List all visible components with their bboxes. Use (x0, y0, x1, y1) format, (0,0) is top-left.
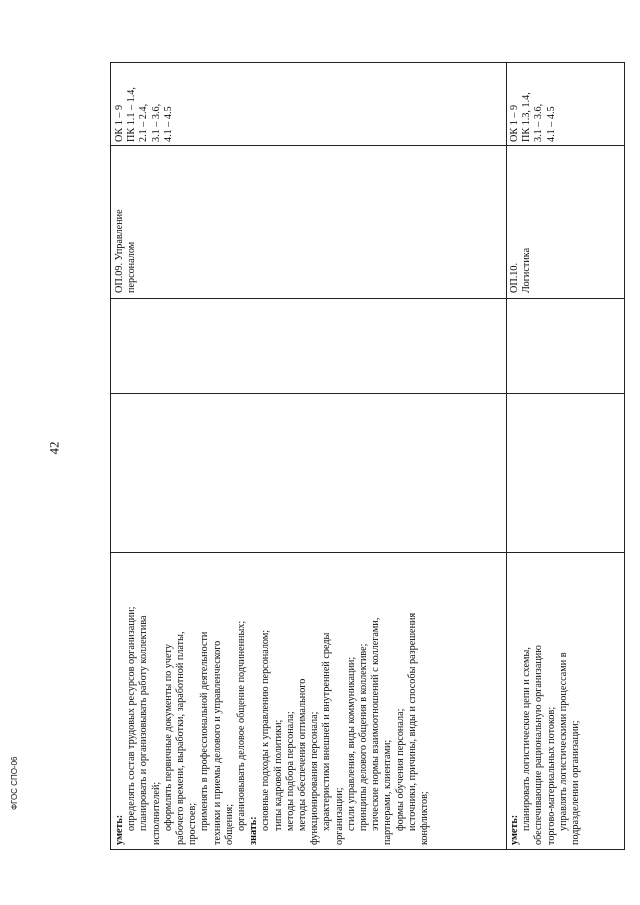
skill-line: обеспечивающие рациональную организацию (533, 645, 545, 845)
skill-line: оформлять первичные документы по учету (162, 644, 174, 831)
discipline-line: Логистика (521, 247, 533, 293)
row-divider (506, 63, 507, 849)
skill-line: конфликтов; (419, 791, 431, 845)
competence-cell (114, 62, 175, 142)
skills-cell (509, 555, 582, 845)
competence-line: ПК 1.3, 1.4, (521, 92, 533, 142)
skill-line: торгово-материальных потоков; (545, 706, 557, 845)
skill-line: исполнителей; (150, 781, 162, 845)
column-divider (111, 552, 624, 553)
footer-code: ФГОС СПО-06 (10, 756, 19, 810)
competence-line: 3.1 – 3.6, (150, 103, 162, 142)
skill-line: характеристики внешней и внутренней среды (321, 632, 333, 831)
skills-cell (114, 555, 431, 845)
skill-line: принципы делового общения в коллективе; (358, 643, 370, 831)
page-number: 42 (46, 441, 62, 455)
competence-line: 4.1 – 4.5 (545, 106, 557, 142)
skill-line: планировать и организовывать работу коллектива (138, 615, 150, 831)
skill-line: рабочего времени, выработки, заработной платы, (175, 631, 187, 845)
discipline-line: персоналом (126, 241, 138, 293)
discipline-line: ОП.09. Управление (114, 209, 125, 293)
skill-line: организации; (333, 787, 345, 845)
skill-line: простоев; (187, 802, 199, 845)
skill-line: этические нормы взаимоотношений с коллегами, (370, 617, 382, 831)
competence-cell (509, 62, 558, 142)
section-heading: уметь: (114, 814, 125, 845)
skill-line: типы кадровой политики; (272, 719, 284, 831)
competence-line: ПК 1.1 – 1.4, (126, 87, 138, 142)
curriculum-table (110, 62, 625, 850)
skill-line: формы обучения персонала; (394, 708, 406, 831)
skill-line: источники, причины, виды и способы разрешения (406, 612, 418, 831)
column-divider (111, 393, 624, 394)
skill-line: методы обеспечения оптимального (297, 678, 309, 831)
skill-line: определять состав трудовых ресурсов организации; (126, 606, 138, 831)
column-divider (111, 145, 624, 146)
competence-line: ОК 1 – 9 (114, 104, 125, 142)
skill-line: подразделении организации; (570, 720, 582, 845)
skill-line: применять в профессиональной деятельности (199, 631, 211, 831)
discipline-line: ОП.10. (509, 263, 520, 293)
rotated-table-sheet (110, 62, 625, 850)
skill-line: планировать логистические цепи и схемы, (521, 647, 533, 831)
skill-line: общения; (223, 803, 235, 845)
skill-line: партнерами, клиентами; (382, 739, 394, 845)
section-heading: уметь: (509, 814, 520, 845)
skill-line: функционирования персонала; (309, 711, 321, 845)
skill-line: методы подбора персонала; (284, 711, 296, 831)
competence-line: 4.1 – 4.5 (162, 106, 174, 142)
section-heading: знать: (248, 816, 260, 845)
competence-line: ОК 1 – 9 (509, 104, 520, 142)
competence-line: 3.1 – 3.6, (533, 103, 545, 142)
competence-line: 2.1 – 2.4, (138, 103, 150, 142)
skill-line: основные подходы к управлению персоналом; (260, 629, 272, 831)
discipline-cell (114, 148, 138, 293)
skill-line: организовывать деловое общение подчиненных; (236, 620, 248, 831)
column-divider (111, 298, 624, 299)
skill-line: техники и приемы делового и управленческого (211, 640, 223, 845)
skill-line: стили управления, виды коммуникации; (345, 656, 357, 831)
discipline-cell (509, 148, 533, 293)
skill-line: управлять логистическими процессами в (557, 652, 569, 831)
